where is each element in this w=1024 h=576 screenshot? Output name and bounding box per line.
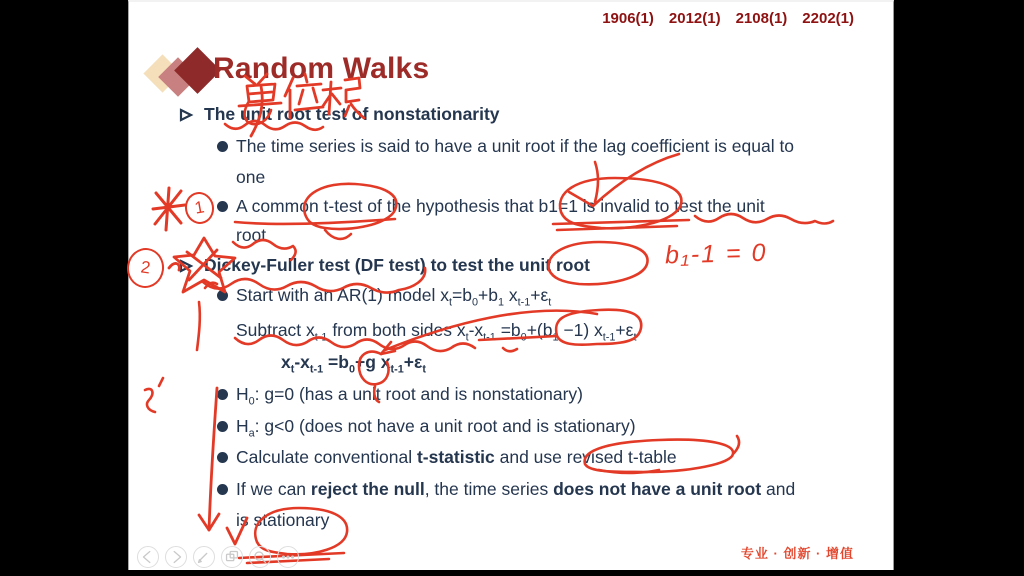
nav-pen-button[interactable] — [193, 546, 215, 568]
slide-nav-toolbar — [137, 546, 299, 568]
slide-text-line: $H_0$: g=0 (has a unit root and is nonstationary) — [236, 383, 884, 413]
dot-bullet-icon — [217, 201, 228, 212]
pen-icon — [194, 546, 214, 568]
slide-text-line: one — [236, 167, 266, 187]
previous-icon — [138, 546, 158, 568]
exam-codes — [602, 10, 854, 27]
slide-text-line: is stationary — [236, 510, 330, 530]
nav-more-button[interactable] — [277, 546, 299, 568]
slide-text-line: A common t-test of the hypothesis that b1=1 is invalid to test the unit — [236, 195, 884, 217]
dot-bullet-icon — [217, 484, 228, 495]
arrow-bullet-icon — [178, 106, 194, 122]
exam-code: 1906(1) — [602, 10, 654, 27]
presentation-slide — [128, 0, 894, 570]
dot-bullet-icon — [217, 389, 228, 400]
hw-equation-b1-minus-1: b₁-1 = 0 — [664, 238, 768, 270]
dot-bullet-icon — [217, 421, 228, 432]
slides-icon — [222, 546, 242, 568]
footer-slogan: 专业 · 创新 · 增值 — [740, 546, 854, 561]
ink-margin-scribble — [145, 378, 163, 412]
dot-bullet-icon — [217, 452, 228, 463]
exam-code: 2202(1) — [802, 10, 854, 27]
ink-tick-vertical — [197, 283, 217, 350]
nav-slides-button[interactable] — [221, 546, 243, 568]
exam-code: 2108(1) — [735, 10, 788, 27]
slide-text-line: Subtract $x_{t-1}$ from both sides $x_t-x_{t-1} =b_0+(b_1 -1)$ $x_{t-1}+\varepsilon_t$ — [236, 320, 637, 344]
slide-text-line: Calculate conventional t-statistic and use revised t-table — [236, 446, 884, 468]
hw-circled-2: 2 — [124, 246, 166, 291]
nav-zoom-button[interactable] — [249, 546, 271, 568]
arrow-bullet-icon — [178, 257, 194, 273]
slide-text-line: The unit root test of nonstationarity — [204, 103, 852, 125]
nav-previous-button[interactable] — [137, 546, 159, 568]
slide-logo-diamonds-icon — [145, 46, 215, 100]
slide-text-line: Start with an AR(1) model $x_t=b_0+b_1$ $x_{t-1}+\varepsilon_t$ — [236, 284, 884, 314]
slide-text-line: The time series is said to have a unit root if the lag coefficient is equal to — [236, 135, 884, 157]
slide-text-line: Dickey-Fuller test (DF test) to test the unit root — [204, 254, 852, 276]
slide-text-line: $H_a$: g<0 (does not have a unit root and is stationary) — [236, 415, 884, 445]
dot-bullet-icon — [217, 141, 228, 152]
dot-bullet-icon — [217, 290, 228, 301]
slide-text-line: root — [236, 225, 267, 245]
ink-asterisk — [153, 188, 185, 230]
more-icon — [278, 546, 298, 568]
nav-next-button[interactable] — [165, 546, 187, 568]
slide-text-line: If we can reject the null, the time series does not have a unit root and — [236, 478, 884, 500]
slide-text-line: $x_t-x_{t-1} =b_0+g$ $x_{t-1}+\varepsilon_t$ — [281, 352, 426, 376]
zoom-icon — [250, 546, 270, 568]
exam-code: 2012(1) — [668, 10, 721, 27]
slide-title: Random Walks — [213, 52, 430, 85]
hw-circled-1: 1 — [182, 190, 216, 227]
next-icon — [166, 546, 186, 568]
